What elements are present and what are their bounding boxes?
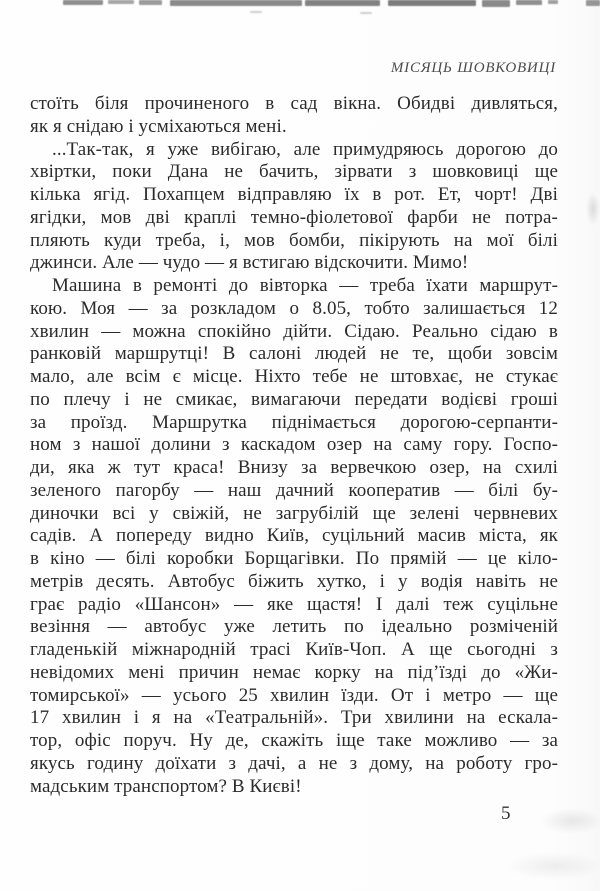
body-text — [30, 93, 558, 798]
cutoff-text-fragment — [360, 12, 372, 14]
scan-smudge — [540, 808, 600, 834]
cutoff-text-fragment — [388, 0, 476, 6]
cutoff-text-fragment — [516, 0, 542, 5]
cutoff-text-fragment — [305, 0, 380, 6]
text-line: як я снідаю і усміхаються мені. — [30, 115, 287, 137]
cutoff-text-fragment — [170, 0, 302, 6]
cutoff-text-fragment — [548, 0, 558, 4]
text-line: невідомих мені причин немає корку на під’їзді до «Жи- — [30, 661, 558, 683]
text-line: Машина в ремонті до вівторка — треба їхати маршрут- — [52, 275, 558, 296]
scan-smudge — [505, 852, 600, 880]
text-line: ягідки, мов дві краплі темно-фіолетової фарби не потра- — [30, 206, 558, 228]
text-line: якусь годину доїхати з дачі, а не з дому, на роботу гро- — [30, 752, 558, 774]
cutoff-text-fragment — [482, 0, 510, 7]
text-line: гладенькій міжнародній трасі Київ-Чоп. А ще сьогодні з — [30, 639, 558, 660]
cutoff-text-fragment — [586, 0, 600, 6]
text-line: по плечу і не смикає, вимагаючи передати водієві гроші — [30, 388, 558, 410]
running-header: МІСЯЦЬ ШОВКОВИЦІ — [390, 60, 556, 76]
text-line: мало, але всім є місце. Ніхто тебе не штовхає, не стукає — [30, 366, 558, 387]
text-line: ном з нашої долини з каскадом озер на саму гору. Госпо- — [30, 434, 558, 456]
text-line: садів. А попереду видно Київ, суцільний масив міста, як — [30, 525, 558, 547]
cutoff-text-fragment — [63, 0, 103, 5]
text-line: тор, офіс поруч. Ну де, скажіть іще таке можливо — за — [30, 730, 558, 751]
text-line: ранковій маршрутці! В салоні людей не те, щоби зовсім — [30, 343, 558, 365]
text-line: кілька ягід. Похапцем відправляю їх в рот. Ет, чорт! Дві — [30, 184, 558, 205]
text-line: джинси. Але — чудо — я встигаю відскочити. Мимо! — [30, 252, 469, 274]
cutoff-text-fragment — [250, 11, 262, 13]
text-line: мадським транспортом? В Києві! — [30, 775, 302, 797]
text-line: стоїть біля прочиненого в сад вікна. Обидві дивляться, — [30, 93, 558, 114]
text-line: хвіртки, поки Дана не бачить, зірвати з шовковиці ще — [30, 161, 558, 183]
page-number: 5 — [501, 803, 511, 824]
text-line: в кіно — білі коробки Борщагівки. По прямій — це кіло- — [30, 548, 558, 569]
text-line: томирської» — усього 25 хвилин їзди. От і метро — ще — [30, 684, 558, 706]
page-top-edge-artifacts — [0, 0, 600, 16]
text-line: ди, яка ж тут краса! Внизу за вервечкою озер, на схилі — [30, 457, 558, 478]
text-line: 17 хвилин і я на «Театральній». Три хвилини на ескала- — [30, 707, 558, 729]
text-line: кою. Моя — за розкладом о 8.05, тобто залишається 12 — [30, 297, 558, 319]
text-line: метрів десять. Автобус біжить хутко, і у водія навіть не — [30, 570, 558, 592]
text-line: пляють куди треба, і, мов бомби, пікірують на мої білі — [30, 229, 558, 251]
text-line: везіння — автобус уже летить по ідеально розміченій — [30, 616, 558, 638]
scan-smudge — [586, 192, 600, 226]
cutoff-text-fragment — [108, 0, 134, 4]
text-line: ...Так-так, я уже вибігаю, але примудряюсь дорогою до — [52, 138, 558, 160]
text-line: за проїзд. Маршрутка піднімається дорогою-серпанти- — [30, 411, 558, 433]
text-line: диночки всі у свіжій, не загрубілій ще зелені червневих — [30, 502, 558, 524]
text-line: хвилин — можна спокійно дійти. Сідаю. Реально сідаю в — [30, 320, 558, 342]
text-line: грає радіо «Шансон» — яке щастя! І далі теж суцільне — [30, 593, 558, 615]
cutoff-text-fragment — [139, 0, 162, 5]
text-line: зеленого пагорбу — наш дачний кооператив — білі бу- — [30, 479, 558, 501]
